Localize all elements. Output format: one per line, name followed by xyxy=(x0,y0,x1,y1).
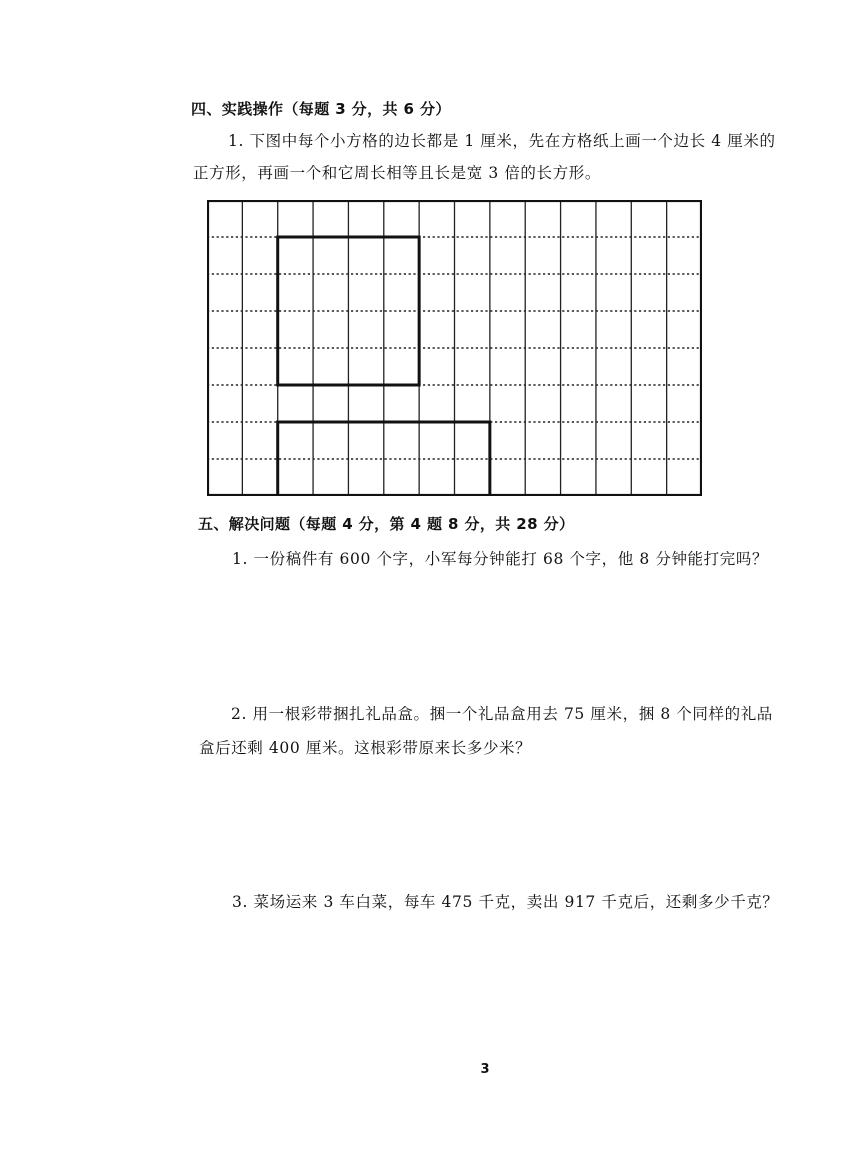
section5-heading: 五、解决问题（每题 4 分，第 4 题 8 分，共 28 分） xyxy=(198,515,575,533)
section4-question1-line1: 1. 下图中每个小方格的边长都是 1 厘米，先在方格纸上画一个边长 4 厘米的 xyxy=(228,132,776,150)
section5-question2-line1: 2. 用一根彩带捆扎礼品盒。捆一个礼品盒用去 75 厘米，捆 8 个同样的礼品 xyxy=(231,705,773,723)
section5-question3: 3. 菜场运来 3 车白菜，每车 475 千克，卖出 917 千克后，还剩多少千克？ xyxy=(232,893,779,911)
section4-heading: 四、实践操作（每题 3 分，共 6 分） xyxy=(191,100,451,118)
square-grid-paper xyxy=(207,200,702,496)
section5-question2-line2: 盒后还剩 400 厘米。这根彩带原来长多少米？ xyxy=(199,739,532,757)
page-number: 3 xyxy=(480,1062,490,1077)
section5-question1: 1. 一份稿件有 600 个字，小军每分钟能打 68 个字，他 8 分钟能打完吗？ xyxy=(232,550,769,568)
section4-question1-line2: 正方形，再画一个和它周长相等且长是宽 3 倍的长方形。 xyxy=(193,164,601,182)
